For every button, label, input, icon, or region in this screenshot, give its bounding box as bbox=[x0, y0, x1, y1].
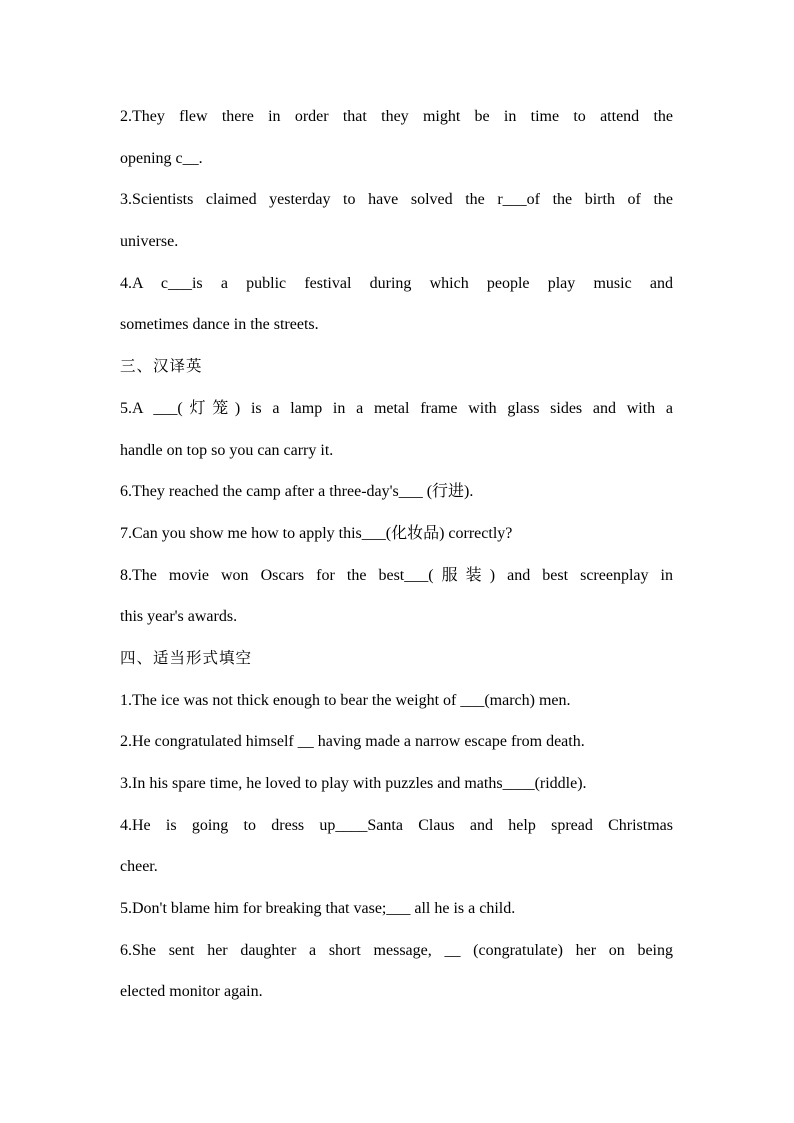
q8-line-1: 8.The movie won Oscars for the best___(服装) and best screenplay in bbox=[120, 566, 673, 584]
section-4-heading: 四、适当形式填空 bbox=[120, 648, 253, 667]
s4-q4-line-1: 4.He is going to dress up____Santa Claus and help spread Christmas bbox=[120, 816, 673, 834]
q2-line-1: 2.They flew there in order that they might be in time to attend the bbox=[120, 108, 673, 125]
q8-line-2: this year's awards. bbox=[120, 608, 238, 626]
s4-q6-line-1: 6.She sent her daughter a short message, __ (congratulate) her on being bbox=[120, 941, 673, 959]
q3-line-1: 3.Scientists claimed yesterday to have solved the r___of the birth of the bbox=[120, 191, 673, 209]
q6-line: 6.They reached the camp after a three-day's___ (行进). bbox=[120, 483, 474, 501]
s4-q6-line-2: elected monitor again. bbox=[120, 983, 263, 1001]
document-body bbox=[120, 96, 673, 1013]
q7-line: 7.Can you show me how to apply this___(化妆品) correctly? bbox=[120, 524, 513, 542]
section-3-heading: 三、汉译英 bbox=[120, 357, 203, 376]
s4-q4-line-2: cheer. bbox=[120, 858, 158, 876]
q4-line-1: 4.A c___is a public festival during which people play music and bbox=[120, 274, 673, 292]
q5-line-1: 5.A ___(灯笼) is a lamp in a metal frame with glass sides and with a bbox=[120, 399, 673, 417]
q3-line-2: universe. bbox=[120, 233, 179, 251]
s4-q1-line: 1.The ice was not thick enough to bear the weight of ___(march) men. bbox=[120, 691, 571, 709]
q5-line-2: handle on top so you can carry it. bbox=[120, 441, 334, 459]
s4-q3-line: 3.In his spare time, he loved to play with puzzles and maths____(riddle). bbox=[120, 775, 587, 792]
s4-q5-line: 5.Don't blame him for breaking that vase;___ all he is a child. bbox=[120, 900, 516, 918]
q4-line-2: sometimes dance in the streets. bbox=[120, 316, 319, 334]
q2-line-2: opening c__. bbox=[120, 149, 203, 167]
s4-q2-line: 2.He congratulated himself __ having made a narrow escape from death. bbox=[120, 733, 585, 751]
